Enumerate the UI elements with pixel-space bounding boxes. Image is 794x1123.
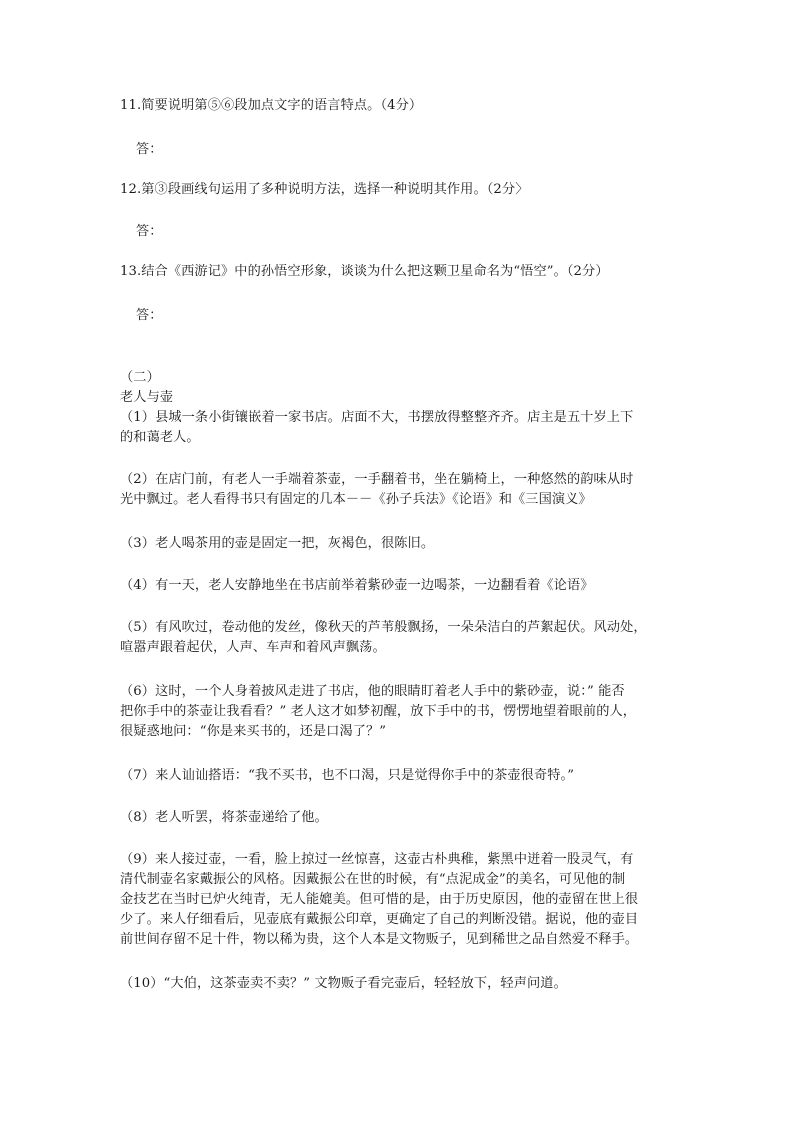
- passage-title: 老人与壶: [120, 390, 174, 405]
- paragraph-6-line-2: 把你手中的茶壶让我看看？” 老人这才如梦初醒，放下手中的书，愣愣地望着眼前的人，: [120, 704, 637, 719]
- section-number: （二）: [120, 370, 160, 385]
- paragraph-9-line-4: 少了。来人仔细看后，见壶底有戴振公印章，更确定了自己的判断没错。据说，他的壶目: [120, 912, 639, 927]
- paragraph-9-line-3: 金技艺在当时已炉火纯青，无人能媲美。但可惜的是，由于历史原因，他的壶留在世上很: [120, 892, 639, 907]
- paragraph-2-line-1: （2）在店门前，有老人一手端着茶壶，一手翻着书，坐在躺椅上，一种悠然的韵味从时: [120, 472, 634, 487]
- question-13: 13.结合《西游记》中的孙悟空形象，谈谈为什么把这颗卫星命名为“悟空”。（2分）: [120, 264, 609, 279]
- paragraph-1-line-1: （1）县城一条小街镶嵌着一家书店。店面不大，书摆放得整整齐齐。店主是五十岁上下: [120, 410, 634, 425]
- paragraph-5-line-2: 喧嚣声跟着起伏，人声、车声和着风声飘荡。: [120, 640, 386, 655]
- paragraph-9-line-2: 清代制壶名家戴振公的风格。因戴振公在世的时候，有“点泥成金”的美名，可见他的制: [120, 872, 626, 887]
- answer-11: 答：: [136, 142, 163, 157]
- paragraph-10-line-1: （10）“大伯，这茶壶卖不卖？” 文物贩子看完壶后，轻轻放下，轻声问道。: [120, 976, 567, 991]
- answer-12: 答：: [136, 224, 163, 239]
- paragraph-7-line-1: （7）来人讪讪搭语：“我不买书，也不口渴，只是觉得你手中的茶壶很奇特。”: [120, 768, 575, 783]
- paragraph-6-line-3: 很疑惑地问：“你是来买书的，还是口渴了？”: [120, 724, 387, 739]
- answer-13: 答：: [136, 308, 163, 323]
- paragraph-5-line-1: （5）有风吹过，卷动他的发丝，像秋天的芦苇般飘扬，一朵朵洁白的芦絮起伏。风动处，: [120, 620, 647, 635]
- paragraph-6-line-1: （6）这时，一个人身着披风走进了书店，他的眼睛盯着老人手中的紫砂壶，说：” 能否: [120, 684, 625, 699]
- paragraph-9-line-5: 前世间存留不足十件，物以稀为贵，这个人本是文物贩子，见到稀世之品自然爱不释手。: [120, 932, 639, 947]
- paragraph-8-line-1: （8）老人听罢，将茶壶递给了他。: [120, 810, 328, 825]
- paragraph-2-line-2: 光中飘过。老人看得书只有固定的几本－－《孙子兵法》《论语》和《三国演义》: [120, 492, 592, 507]
- paragraph-1-line-2: 的和蔼老人。: [120, 430, 200, 445]
- paragraph-4-line-1: （4）有一天，老人安静地坐在书店前举着紫砂壶一边喝茶，一边翻看着《论语》: [120, 578, 594, 593]
- paragraph-9-line-1: （9）来人接过壶，一看，脸上掠过一丝惊喜，这壶古朴典稚，紫黑中迸着一股灵气，有: [120, 852, 634, 867]
- paragraph-3-line-1: （3）老人喝茶用的壶是固定一把，灰褐色，很陈旧。: [120, 536, 435, 551]
- question-11: 11.简要说明第⑤⑥段加点文字的语言特点。（4分）: [120, 98, 423, 113]
- question-12: 12.第③段画线句运用了多种说明方法，选择一种说明其作用。（2分〉: [120, 182, 529, 197]
